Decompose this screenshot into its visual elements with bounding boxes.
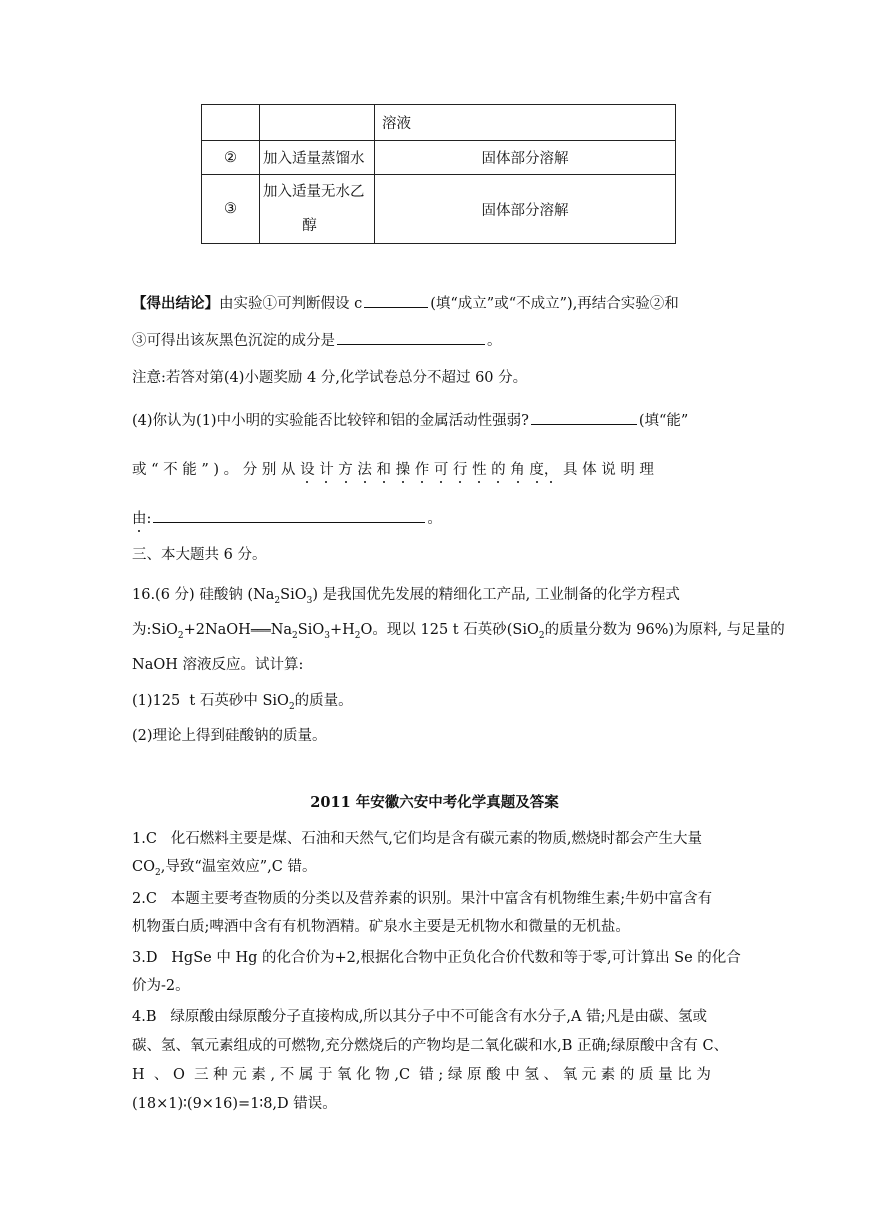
emphasis-char: 和 xyxy=(376,462,392,478)
q16-line-3: NaOH 溶液反应。试计算: xyxy=(132,657,304,673)
answer-4-line-3: H 、 O 三 种 元 素 , 不 属 于 氧 化 物 ,C 错 ; 绿 原 酸 中 氢 、 氧 元 素 的 质 量 比 为 xyxy=(132,1067,711,1083)
table-cell-num: ③ xyxy=(202,175,260,244)
subscript: 2 xyxy=(288,701,295,712)
emphasis-char: 行 xyxy=(452,462,468,478)
table-cell-op: 加入适量蒸馏水 xyxy=(260,141,375,175)
table-row xyxy=(202,141,676,175)
answer-blank[interactable] xyxy=(531,410,637,425)
q4-text: (4)你认为(1)中小明的实验能否比较锌和铝的金属活动性强弱? xyxy=(132,413,529,429)
emphasis-char: 法 xyxy=(357,462,372,478)
table-cell-result: 固体部分溶解 xyxy=(375,175,676,244)
subscript: 2 xyxy=(354,630,361,641)
table-cell-op xyxy=(260,105,375,141)
q4-text: 或 “ 不 能 ” ) 。 分 别 从 xyxy=(132,462,301,478)
conclusion-text: ③可得出该灰黑色沉淀的成分是 xyxy=(132,333,335,349)
answer-2-line-2: 机物蛋白质;啤酒中含有有机物酒精。矿泉水主要是无机物水和微量的无机盐。 xyxy=(132,919,630,935)
emphasis-char: 作 xyxy=(414,462,430,478)
subscript: 3 xyxy=(306,595,313,606)
answer-1-line-1: 1.C 化石燃料主要是煤、石油和天然气,它们均是含有碳元素的物质,燃烧时都会产生大量 xyxy=(132,831,702,847)
q4-text: 。 xyxy=(427,511,442,527)
conclusion-line-1 xyxy=(132,292,679,313)
answer-text: CO xyxy=(132,859,155,875)
subscript: 2 xyxy=(177,630,184,641)
note: 注意:若答对第(4)小题奖励 4 分,化学试卷总分不超过 60 分。 xyxy=(132,370,528,386)
emphasis-char: 角 xyxy=(510,462,525,478)
emphasis-char: 可 xyxy=(433,462,449,478)
q16-text: 为:SiO xyxy=(132,622,178,638)
answer-3-line-2: 价为-2。 xyxy=(132,978,190,994)
subscript: 2 xyxy=(274,595,281,606)
q16-text: Na xyxy=(270,622,293,638)
q16-text: SiO xyxy=(297,622,325,638)
answer-4-line-4: (18×1)∶(9×16)=1∶8,D 错误。 xyxy=(132,1096,337,1112)
answer-4-line-1: 4.B 绿原酸由绿原酸分子直接构成,所以其分子中不可能含有水分子,A 错;凡是由碳、氢或 xyxy=(132,1009,707,1025)
answer-3-line-1: 3.D HgSe 中 Hg 的化合价为+2,根据化合物中正负化合价代数和等于零,可计算出 Se 的化合 xyxy=(132,950,741,966)
emphasis-comma: ， xyxy=(543,462,559,478)
conclusion-text: (填“成立”或“不成立”),再结合实验②和 xyxy=(430,296,679,312)
answer-1-line-2 xyxy=(132,855,316,878)
q16-line-1 xyxy=(132,583,680,606)
emphasis-char: 计 xyxy=(319,462,334,478)
q4-text: : xyxy=(146,511,152,527)
q4-text: (填“能” xyxy=(638,413,689,429)
table-cell-result: 溶液 xyxy=(375,105,676,141)
q16-text: 的质量。 xyxy=(294,693,353,709)
table-cell-op-line: 加入适量无水乙 xyxy=(263,184,365,200)
subscript: 2 xyxy=(538,630,545,641)
table-cell-op xyxy=(260,175,375,244)
emphasis-char: 设 xyxy=(300,462,315,478)
q16-text: +H xyxy=(329,622,355,638)
table-row xyxy=(202,105,676,141)
q16-text: (1)125 t 石英砂中 SiO xyxy=(132,693,289,709)
table-cell-op-line: 醇 xyxy=(302,218,317,234)
answer-text: ,导致“温室效应”,C 错。 xyxy=(160,859,317,875)
conclusion-line-2 xyxy=(132,329,502,350)
equals-sign: ═══ xyxy=(250,624,271,637)
answers-title: 2011 年安徽六安中考化学真题及答案 xyxy=(310,794,559,811)
q16-text: 的质量分数为 96%)为原料, 与足量的 xyxy=(544,622,785,638)
table-cell-num: ② xyxy=(202,141,260,175)
emphasis-char: 度 xyxy=(529,462,544,478)
q16-line-2 xyxy=(132,618,785,641)
q16-text: O。现以 125 t 石英砂(SiO xyxy=(360,622,539,638)
conclusion-text: 。 xyxy=(487,333,502,349)
section-heading: 三、本大题共 6 分。 xyxy=(132,547,267,563)
subscript: 2 xyxy=(292,630,298,641)
emphasis-char: 性 xyxy=(472,462,487,478)
answer-4-line-2: 碳、氢、氧元素组成的可燃物,充分燃烧后的产物均是二氧化碳和水,B 正确;绿原酸中含有 C、 xyxy=(132,1038,729,1054)
q4-line-2 xyxy=(132,458,654,479)
answer-blank[interactable] xyxy=(153,508,425,523)
q16-part-1 xyxy=(132,689,353,712)
q4-line-3 xyxy=(132,507,442,528)
q4-line-1 xyxy=(132,409,688,430)
conclusion-text: 由实验①可判断假设 c xyxy=(219,296,363,312)
answer-2-line-1: 2.C 本题主要考查物质的分类以及营养素的识别。果汁中富含有机物维生素;牛奶中富含有 xyxy=(132,891,713,907)
q16-part-2: (2)理论上得到硅酸钠的质量。 xyxy=(132,728,327,744)
q16-text: SiO xyxy=(280,587,307,603)
experiment-table xyxy=(201,104,676,244)
conclusion-bracket: 【得出结论】 xyxy=(132,295,219,312)
answer-blank[interactable] xyxy=(364,293,428,308)
emphasis-char: 方 xyxy=(338,462,353,478)
q16-text: ) 是我国优先发展的精细化工产品, 工业制备的化学方程式 xyxy=(312,587,680,603)
subscript: 2 xyxy=(154,867,161,878)
emphasis-char: 的 xyxy=(491,462,506,478)
emphasis-char: 由 xyxy=(132,511,147,527)
subscript: 3 xyxy=(324,630,330,641)
q4-text: 具 体 说 明 理 xyxy=(558,462,654,478)
answer-blank[interactable] xyxy=(337,330,485,345)
table-cell-result: 固体部分溶解 xyxy=(375,141,676,175)
q16-text: 16.(6 分) 硅酸钠 (Na xyxy=(132,587,275,603)
table-row xyxy=(202,175,676,244)
q16-text: +2NaOH xyxy=(183,622,251,638)
table-cell-num xyxy=(202,105,260,141)
emphasis-char: 操 xyxy=(395,462,411,478)
